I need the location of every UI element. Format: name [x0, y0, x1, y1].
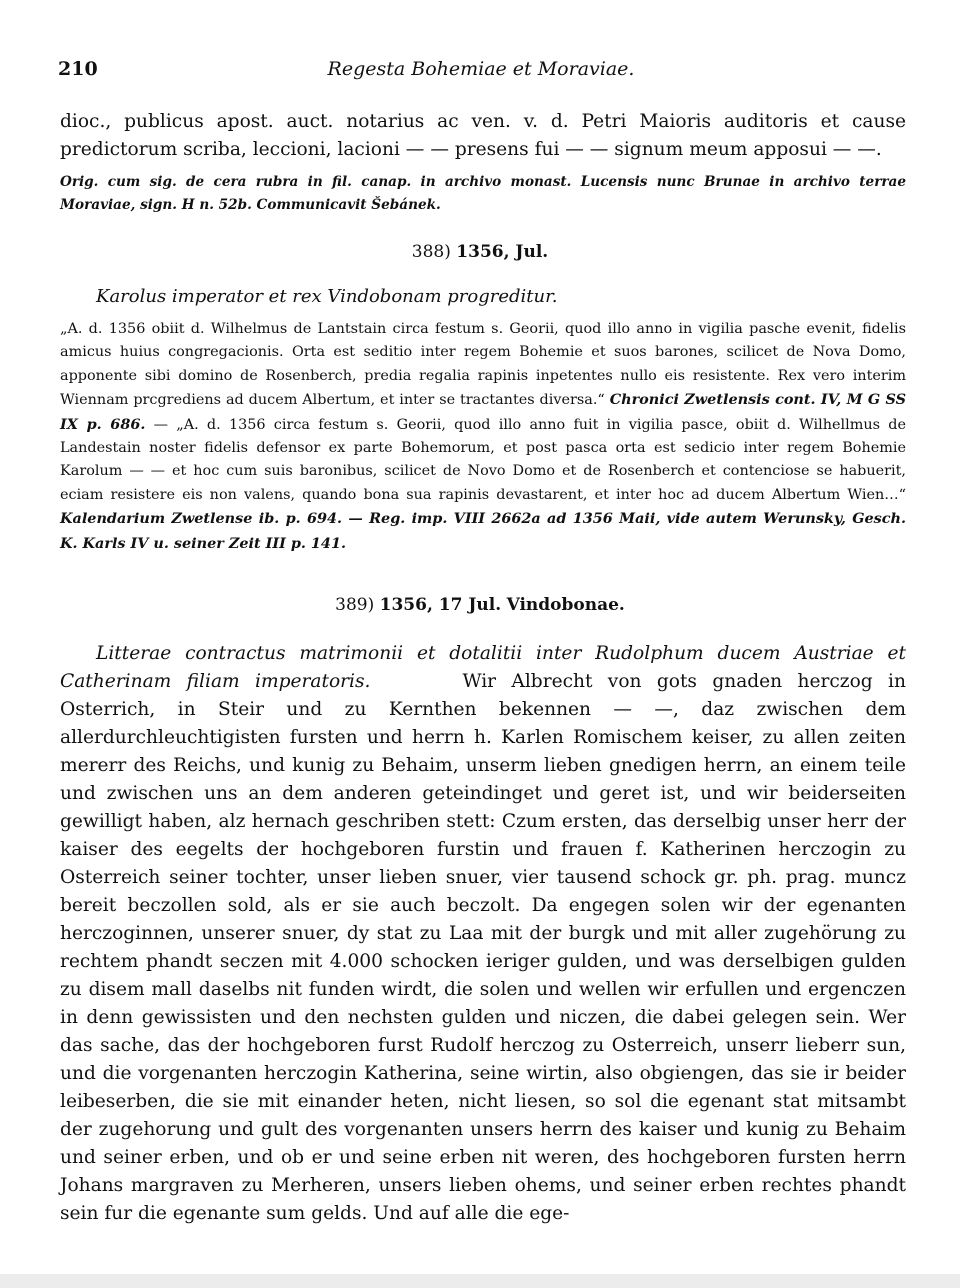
running-title: Regesta Bohemiae et Moraviae. [327, 58, 635, 80]
entry-389-date: 1356, 17 Jul. [379, 595, 502, 615]
entry-389-number: 389) [335, 595, 375, 615]
entry-388-quote-1: „A. d. 1356 obiit d. Wilhelmus de Lantstain circa festum s. Georii, quod illo anno in vigilia pasche evenit, fidelis amicus huius congregacionis. Orta est seditio inter regem Bohemie et suos barones, scilicet de Nova Domo, apponente sibi domino de Rosenberch, predia regalia rapinis inpetentes nullo eis resistente. Rex vero interim Wiennam prcgrediens ad ducem Albertum, et inter se tractantes diversa.“ [60, 321, 906, 409]
intro-paragraph: dioc., publicus apost. auct. notarius ac ven. v. d. Petri Maioris auditoris et cause predictorum scriba, leccioni, lacioni — — presens fui — — signum meum apposui — —. [60, 111, 906, 160]
entry-388-quote-2: „A. d. 1356 circa festum s. Georii, quod illo anno fuit in vigilia pasce, obiit d. Wilhellmus de Landestain noster fidelis defensor ex parte Bohemorum, et post pasca orta est sedicio inter regem Bohemie Karolum — — et hoc cum suis baronibus, scilicet de Novo Domo et de Rosenberch et contenciose se habuerit, eciam resistere eis non valens, quando bona sua rapinis devastarent, et inter hoc ad ducem Albertum Wien…“ [60, 416, 907, 503]
entry-388-number: 388) [411, 242, 451, 262]
entry-388-text [60, 318, 906, 556]
page-header [58, 58, 904, 88]
entry-388-cite-2: Kalendarium Zwetlense ib. p. 694. — Reg. imp. VIII 2662a ad 1356 Maii, vide autem Werunsky, Gesch. K. Karls IV u. seiner Zeit III p. 141. [60, 510, 906, 552]
page-bottom-edge [0, 1274, 960, 1288]
entry-389-body: Wir Albrecht von gots gnaden herczog in Osterrich, in Steir und zu Kernthen bekennen — —, daz zwischen dem allerdurchleuchtigisten fursten und herrn h. Karlen Romischem keiser, zu allen zeiten mererr des Reichs, und kunig zu Behaim, unserm lieben gnedigen herrn, an einem teile und zwischen uns an dem anderen geteindinget und geret ist, und wir beiderseiten gewilligt haben, alz hernach geschriben stett: Czum ersten, das derselbig unser herr der kaiser des eegelts der hochgeboren furstin und frauen f. Katherinen herczogin zu Osterreich seiner tochter, unser lieben snuer, vier tausend schock gr. ph. prag. muncz bereit beczollen sold, als er sie auch beczolt. Da engegen solen wir der egenanten herczoginnen, unserer snuer, dy stat zu Laa mit der burgk und mit aller zugehörung zu rechtem phandt seczen mit 4.000 schocken ieriger gulden, und was derselbigen gulden zu disem mall daselbs nit funden wirdt, die solen und wellen wir erfullen und ergenczen in denn gewissisten und den nechsten gulden und niczen, die dabei gelegen sein. Wer das sache, das der hochgeboren furst Rudolf herczog zu Osterreich, unserr lieberr sun, und die vorgenanten herczogin Katherina, seine wirtin, also obgiengen, das sie ir beider leibeserben, die sie mit einander heten, nicht liesen, so sol die egenant stat mitsambt der zugehorung und gult des vorgenanten unsers herrn des kaiser und kunig zu Behaim und seiner erben, und ob er und seine erben nit weren, des hochgeboren fursten herrn Johans margraven zu Merheren, unsers lieben ohems, und seiner erben rechtes phandt sein fur die egenante sum gelds. Und auf alle die ege- [60, 671, 906, 1224]
entry-388-heading [0, 242, 960, 262]
entry-389-summary: Litterae contractus matrimonii et dotalitii inter Rudolphum ducem Austriae et Catherinam filiam imperatoris. [60, 643, 906, 692]
page-number: 210 [58, 58, 98, 80]
entry-388-cite-1: Chronici Zwetlensis cont. IV, M G SS IX p. 686. [60, 391, 906, 433]
entry-389-heading [0, 595, 960, 615]
entry-388-summary: Karolus imperator et rex Vindobonam progreditur. [96, 286, 558, 307]
entry-389-place: Vindobonae. [506, 595, 625, 615]
entry-388-date: 1356, Jul. [456, 242, 549, 262]
source-note: Orig. cum sig. de cera rubra in fil. canap. in archivo monast. Lucensis nunc Brunae in archivo terrae Moraviae, sign. H n. 52b. Communicavit Šebánek. [60, 174, 906, 213]
entry-388-dash: — [153, 416, 169, 433]
entry-389-text [60, 640, 906, 1228]
